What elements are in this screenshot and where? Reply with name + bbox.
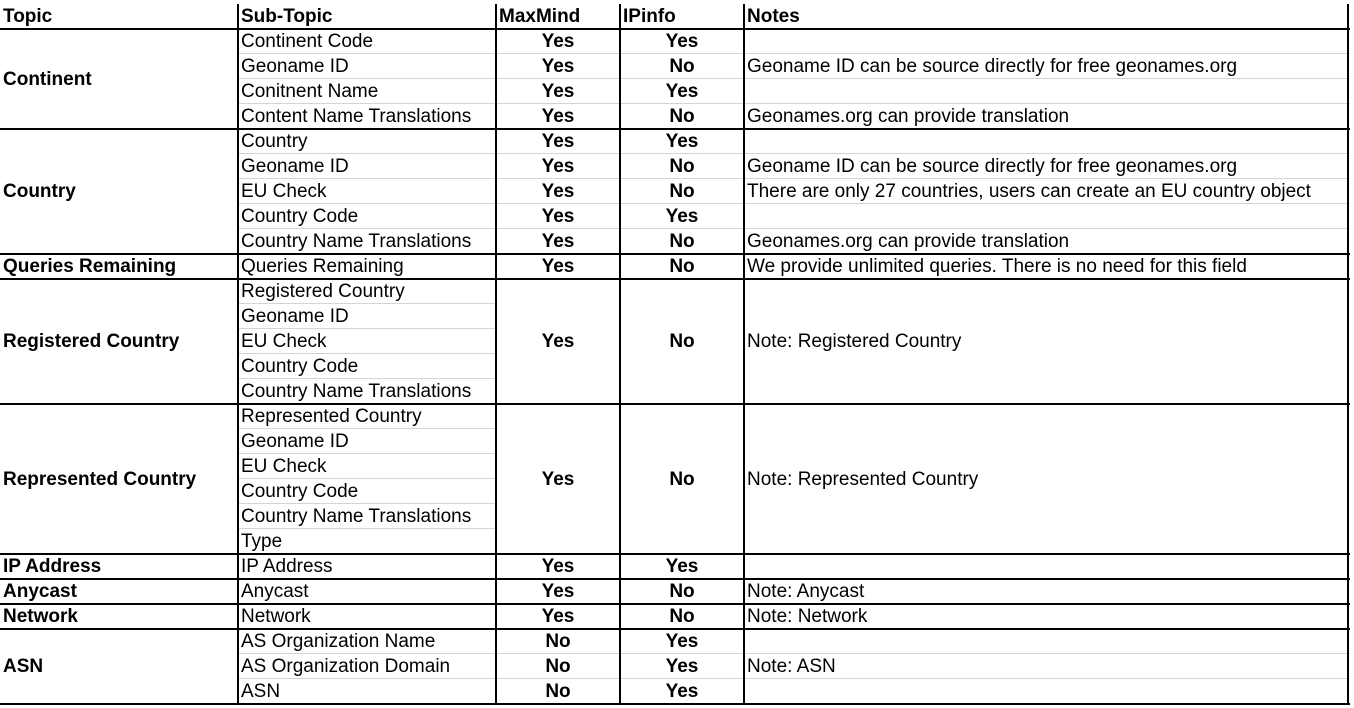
notes-cell: Geoname ID can be source directly for free geonames.org — [747, 156, 1238, 177]
maxmind-cell: Yes — [541, 206, 575, 227]
subtopic-cell: EU Check — [241, 181, 327, 202]
maxmind-cell: Yes — [541, 231, 575, 252]
subtopic-cell: Queries Remaining — [241, 256, 404, 277]
column-divider — [495, 4, 497, 704]
maxmind-cell: Yes — [541, 606, 575, 627]
maxmind-merged-cell: Yes — [541, 468, 575, 490]
maxmind-cell: Yes — [541, 256, 575, 277]
topic-cell: IP Address — [3, 556, 102, 577]
maxmind-cell: No — [545, 631, 571, 652]
notes-cell — [744, 129, 1350, 154]
comparison-table — [0, 4, 1350, 704]
column-divider — [619, 4, 621, 704]
topic-cell: Continent — [3, 68, 92, 90]
maxmind-cell: No — [545, 656, 571, 677]
notes-merged-cell: Note: ASN — [747, 656, 836, 677]
subtopic-cell: Continent Code — [241, 31, 374, 52]
subtopic-cell: Geoname ID — [241, 56, 349, 77]
subtopic-cell: AS Organization Domain — [241, 656, 451, 677]
notes-merged-cell: Note: Registered Country — [747, 331, 962, 352]
notes-cell: Note: Anycast — [747, 581, 865, 602]
ipinfo-cell: No — [669, 106, 695, 127]
ipinfo-cell: Yes — [665, 656, 699, 677]
subtopic-cell: EU Check — [241, 456, 327, 477]
subtopic-cell: IP Address — [241, 556, 333, 577]
subtopic-cell: AS Organization Name — [241, 631, 436, 652]
notes-cell — [744, 204, 1350, 229]
subtopic-cell: ASN — [241, 681, 281, 702]
row-divider — [0, 703, 1350, 705]
notes-cell: Geoname ID can be source directly for free geonames.org — [747, 56, 1238, 77]
notes-cell: Note: Network — [747, 606, 868, 627]
maxmind-cell: Yes — [541, 31, 575, 52]
notes-cell — [744, 29, 1350, 54]
ipinfo-cell: No — [669, 581, 695, 602]
topic-cell: ASN — [3, 656, 44, 677]
ipinfo-cell: No — [669, 606, 695, 627]
maxmind-merged-cell: Yes — [541, 331, 575, 352]
notes-cell — [744, 554, 1350, 579]
notes-cell: Geonames.org can provide translation — [747, 106, 1070, 127]
ipinfo-merged-cell: No — [669, 331, 695, 352]
ipinfo-cell: Yes — [665, 131, 699, 152]
ipinfo-cell: Yes — [665, 556, 699, 577]
subtopic-cell: Network — [241, 606, 311, 627]
ipinfo-cell: Yes — [665, 681, 699, 702]
maxmind-cell: Yes — [541, 131, 575, 152]
ipinfo-cell: Yes — [665, 206, 699, 227]
maxmind-cell: Yes — [541, 556, 575, 577]
topic-cell: Registered Country — [3, 331, 180, 352]
ipinfo-merged-cell: No — [669, 468, 695, 490]
subtopic-cell: Country Name Translations — [241, 506, 472, 527]
notes-merged-cell: Note: Represented Country — [747, 468, 979, 490]
subtopic-cell: Anycast — [241, 581, 309, 602]
ipinfo-cell: No — [669, 256, 695, 277]
subtopic-cell: Geoname ID — [241, 156, 349, 177]
ipinfo-cell: Yes — [665, 631, 699, 652]
subtopic-cell: Represented Country — [241, 406, 422, 427]
subtopic-cell: Country Name Translations — [241, 381, 472, 402]
header-subtopic: Sub-Topic — [241, 6, 333, 27]
subtopic-cell: Type — [241, 531, 283, 552]
header-topic: Topic — [3, 6, 53, 27]
topic-cell: Anycast — [3, 581, 77, 602]
header-notes: Notes — [747, 6, 800, 27]
subtopic-cell: Content Name Translations — [241, 106, 472, 127]
maxmind-cell: No — [545, 681, 571, 702]
subtopic-cell: Geoname ID — [241, 431, 349, 452]
notes-cell: We provide unlimited queries. There is no need for this field — [747, 256, 1247, 277]
subtopic-cell: Country Code — [241, 481, 359, 502]
header-maxmind: MaxMind — [499, 6, 581, 27]
subtopic-cell: Country — [241, 131, 308, 152]
ipinfo-cell: No — [669, 156, 695, 177]
column-divider — [237, 4, 239, 704]
maxmind-cell: Yes — [541, 106, 575, 127]
ipinfo-cell: No — [669, 231, 695, 252]
column-divider — [1347, 4, 1349, 704]
maxmind-cell: Yes — [541, 81, 575, 102]
subtopic-cell: Geoname ID — [241, 306, 349, 327]
topic-cell: Country — [3, 181, 76, 202]
subtopic-cell: Country Code — [241, 356, 359, 377]
maxmind-cell: Yes — [541, 181, 575, 202]
ipinfo-cell: No — [669, 181, 695, 202]
subtopic-cell: Country Name Translations — [241, 231, 472, 252]
topic-cell: Represented Country — [3, 468, 197, 490]
ipinfo-cell: No — [669, 56, 695, 77]
maxmind-cell: Yes — [541, 156, 575, 177]
notes-cell — [744, 79, 1350, 104]
ipinfo-cell: Yes — [665, 31, 699, 52]
topic-cell: Queries Remaining — [3, 256, 177, 277]
subtopic-cell: Conitnent Name — [241, 81, 379, 102]
notes-cell: There are only 27 countries, users can create an EU country object — [747, 181, 1311, 202]
header-ipinfo: IPinfo — [623, 6, 676, 27]
subtopic-cell: Country Code — [241, 206, 359, 227]
ipinfo-cell: Yes — [665, 81, 699, 102]
topic-cell: Network — [3, 606, 78, 627]
subtopic-cell: EU Check — [241, 331, 327, 352]
maxmind-cell: Yes — [541, 56, 575, 77]
maxmind-cell: Yes — [541, 581, 575, 602]
subtopic-cell: Registered Country — [241, 281, 405, 302]
column-divider — [743, 4, 745, 704]
notes-cell: Geonames.org can provide translation — [747, 231, 1070, 252]
